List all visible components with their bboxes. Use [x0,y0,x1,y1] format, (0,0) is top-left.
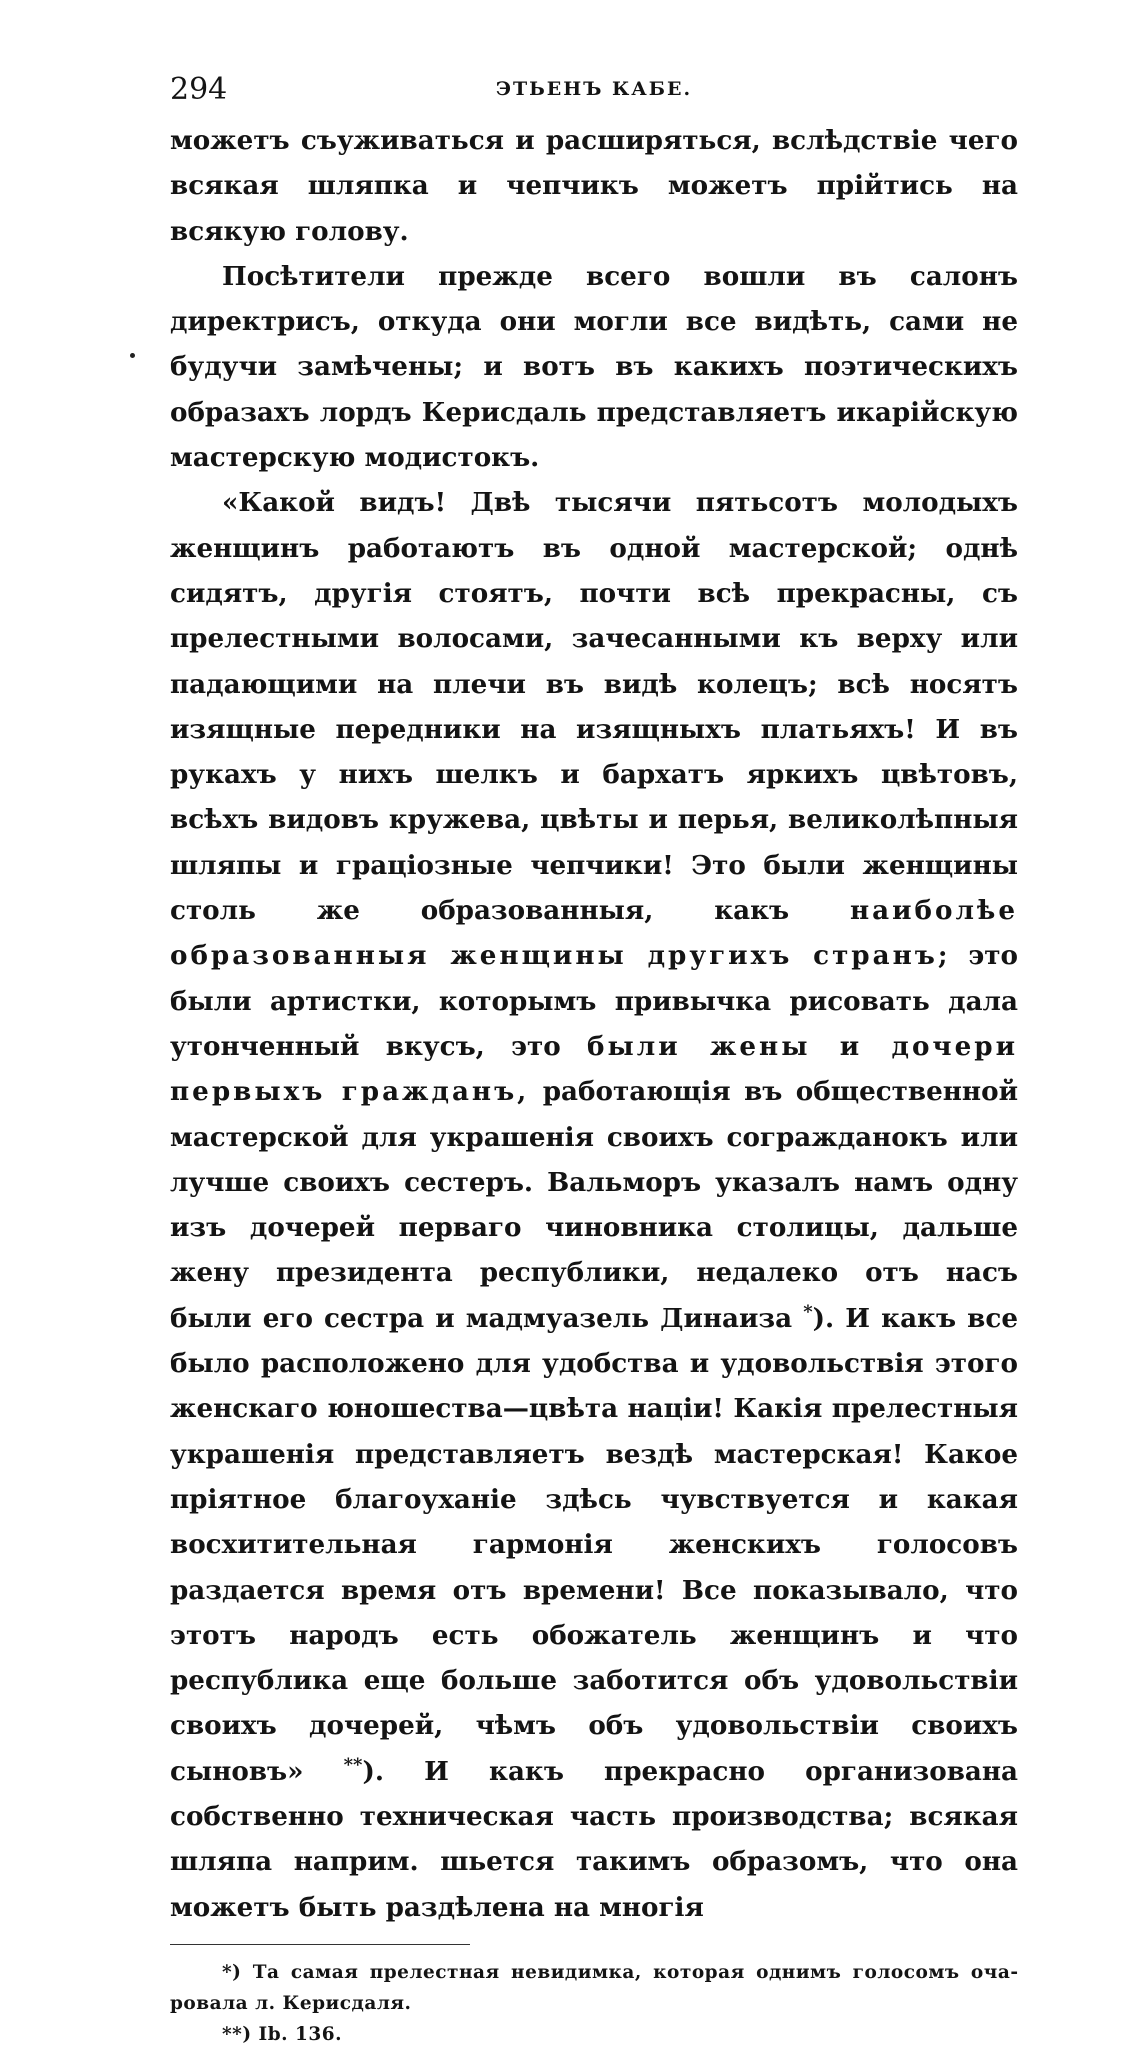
footnote-ref-2: ** [343,1753,363,1775]
footnote-rule [170,1944,470,1945]
footnote-ref-1: * [803,1300,813,1322]
paragraph-3-part-f: ). И какъ все было расположено для удобства и удовольствія этого женскаго юношества—цвѣта націи! Какія прелестныя украшенія представляетъ вездѣ мастерская! Какое пріятное благоуханіе здѣсь чувствуется и какая восхитительная гармонія женскихъ голосовъ раздается время отъ времени! Все показывало, что этотъ народъ есть обожатель женщинъ и что республика еще больше заботится объ удовольствіи своихъ дочерей, чѣмъ объ удовольствіи своихъ сыновъ» [170,1302,1018,1787]
running-head [170,70,1018,118]
paragraph-3 [170,480,1018,1930]
paragraph-3-part-a: «Какой видъ! Двѣ тысячи пятьсотъ молодыхъ женщинъ работаютъ въ одной мастерской; однѣ сидятъ, другія стоятъ, почти всѣ прекрасны, съ прелестными волосами, зачесанными къ верху или падающими на плечи въ видѣ колецъ; всѣ носятъ изящные передники на изящныхъ платьяхъ! И въ рукахъ у нихъ шелкъ и бархатъ яркихъ цвѣтовъ, всѣхъ видовъ кружева, цвѣты и перья, великолѣпныя шляпы и граціозные чепчики! Это были женщины столь же образованныя, какъ [170,487,1018,927]
paragraph-1: можетъ съуживаться и расширяться, вслѣдствіе чего всякая шляпка и чепчикъ можетъ прійтись на всякую голову. [170,125,1018,247]
paragraph-3-spaced-1: наиболѣе образованныя женщины другихъ странъ; [170,895,1018,972]
book-page [170,70,1018,2050]
running-title: ЭТЬЕНЪ КАБЕ. [495,78,693,100]
paragraph-3-part-e: работающія въ общественной мастерской для украшенія своихъ согражданокъ или лучше своихъ сестеръ. Вальморъ указалъ намъ одну изъ дочерей перваго чиновника столицы, дальше жену президента республики, недалеко отъ насъ были его сестра и мадмуазель Динаиза [170,1076,1018,1334]
footnote-1: *) Та самая прелестная невидимка, которая однимъ голосомъ очаровала л. Керисдаля. [170,1961,1018,2014]
paragraph-3-part-c: это были артистки, которымъ привычка рисовать дала утонченный вкусъ, это [170,940,1018,1062]
paragraph-2: Посѣтители прежде всего вошли въ салонъ директрисъ, откуда они могли все видѣть, сами не будучи замѣчены; и вотъ въ какихъ поэтическихъ образахъ лордъ Керисдаль представляетъ икарійскую мастерскую модистокъ. [170,260,1018,474]
margin-mark [130,353,135,358]
footnotes [170,1957,1018,2050]
footnote-2: **) Ib. 136. [222,2023,343,2045]
body-text [170,118,1018,1930]
paragraph-3-part-g: ). И какъ прекрасно организована собственно техническая часть производства; всякая шляпа наприм. шьется такимъ образомъ, что она можетъ быть раздѣлена на многія [170,1755,1018,1923]
page-number: 294 [170,72,228,107]
paragraph-3-spaced-2: были жены и дочери первыхъ гражданъ, [170,1030,1018,1108]
